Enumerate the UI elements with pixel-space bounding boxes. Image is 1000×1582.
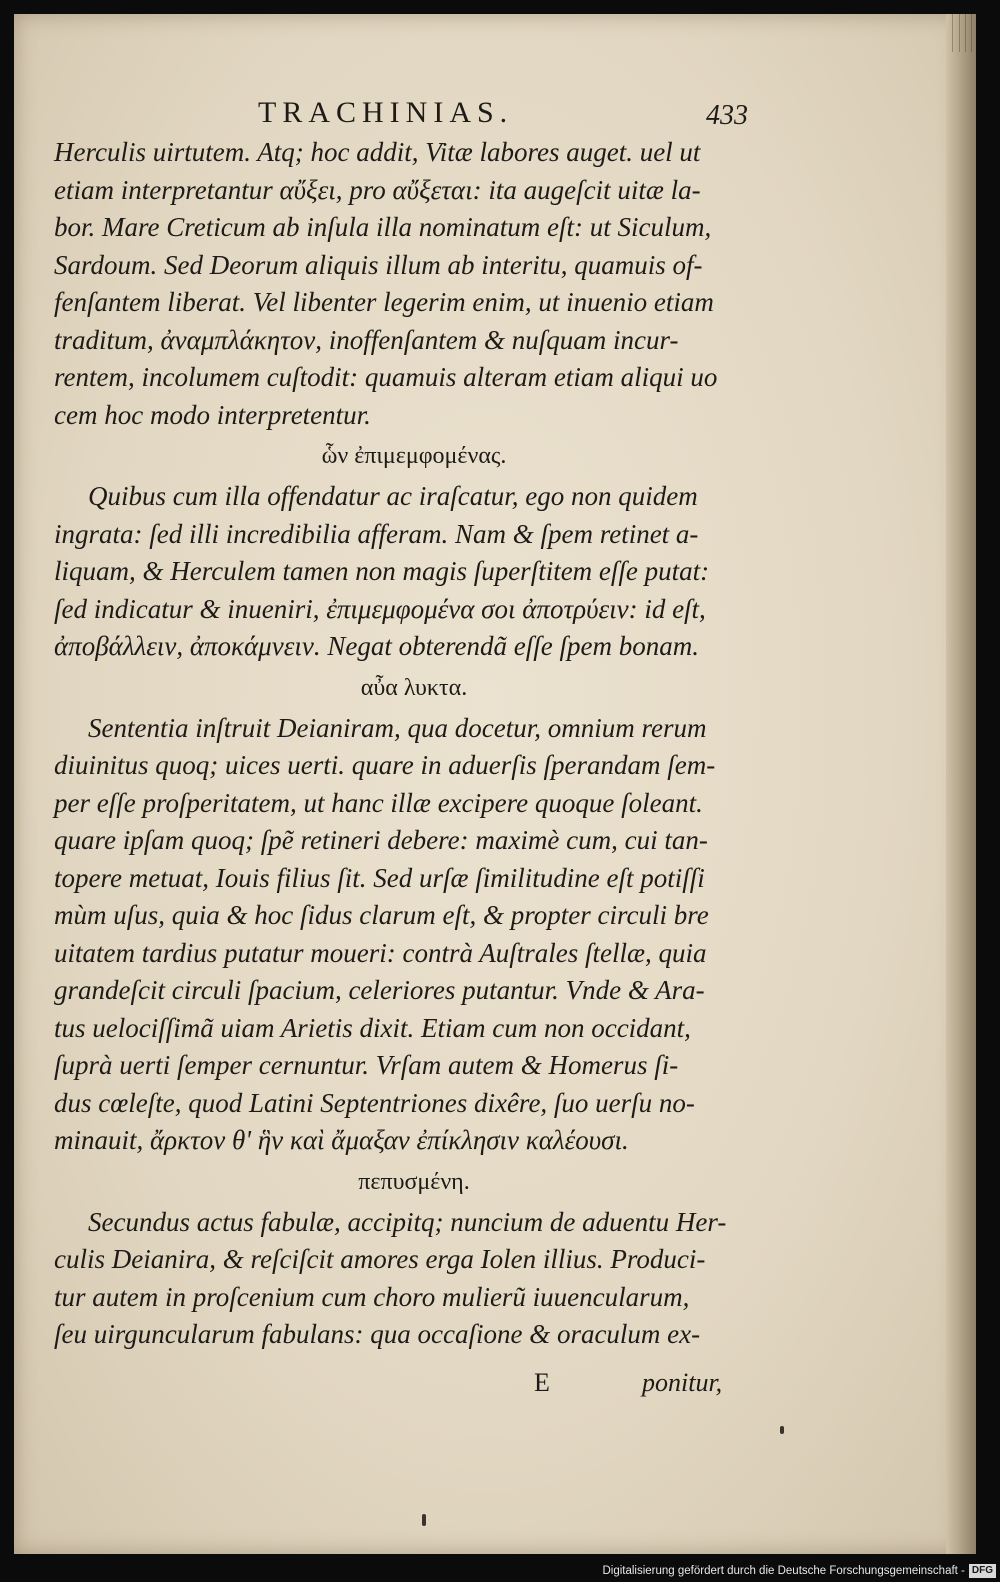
text-line: cem hoc modo interpretentur.	[54, 399, 371, 430]
ink-speck	[422, 1514, 426, 1526]
text-line: culis Deianira, & reſciſcit amores erga Iolen illius. Produci-	[54, 1244, 706, 1274]
text-line: Sententia inſtruit Deianiram, qua docetur, omnium rerum	[88, 712, 707, 743]
text-line: dus cœleſte, quod Latini Septentriones dixêre, ſuo uerſu no-	[54, 1087, 695, 1118]
text-line: ſed indicatur & inueniri, ἐπιμεμφομένα σοι ἀποτρύειν: id eſt,	[54, 593, 706, 624]
text-line: per eſſe proſperitatem, ut hanc illæ excipere quoque ſoleant.	[54, 787, 703, 818]
page-footer	[14, 1368, 960, 1404]
text-line: uitatem tardius putatur moueri: contrà Auſtrales ſtellæ, quia	[54, 937, 707, 968]
text-line: minauit, ἄρκτον θ' ἣν καὶ ἄμαξαν ἐπίκλησιν καλέουσι.	[54, 1125, 629, 1155]
text-line: rentem, incolumem cuſtodit: quamuis alteram etiam aliqui uo	[54, 362, 718, 392]
text-line: mùm uſus, quia & hoc ſidus clarum eſt, & propter circuli bre	[54, 900, 709, 930]
text-line: diuinitus quoq; uices uerti. quare in aduerſis ſperandam ſem-	[54, 750, 716, 780]
signature-mark: E	[534, 1368, 550, 1397]
text-line: ἀποβάλλειν, ἀποκάμνειν. Negat obterendã eſſe ſpem bonam.	[54, 631, 699, 661]
page-fore-edge	[946, 14, 976, 1554]
section-heading: ὧν ἐπιμεμφομένας.	[321, 443, 507, 469]
text-line: liquam, & Herculem tamen non magis ſuperſtitem eſſe putat:	[54, 556, 710, 586]
catchword: ponitur,	[642, 1368, 723, 1397]
text-line: ſuprà uerti ſemper cernuntur. Vrſam autem & Homerus ſi-	[54, 1050, 679, 1080]
text-line: ingrata: ſed illi incredibilia afferam. Nam & ſpem retinet a-	[54, 518, 699, 549]
text-line: grandeſcit circuli ſpacium, celeriores putantur. Vnde & Ara-	[54, 975, 705, 1005]
book-page	[14, 14, 960, 1554]
text-line: etiam interpretantur αὔξει, pro αὔξεται: ita augeſcit uitæ la-	[54, 174, 701, 205]
section-heading: αὖα λυκτα.	[360, 674, 468, 701]
dfg-logo: DFG	[969, 1564, 996, 1578]
text-line: Quibus cum illa offendatur ac iraſcatur, ego non quidem	[88, 481, 698, 511]
body-text	[54, 134, 774, 1354]
text-line: Sardoum. Sed Deorum aliquis illum ab interitu, quamuis of-	[54, 249, 703, 280]
text-line: Herculis uirtutem. Atq; hoc addit, Vitæ labores auget. uel ut	[54, 137, 701, 167]
text-line: ſeu uirguncularum fabulans: qua occaſione & oraculum ex-	[54, 1319, 701, 1349]
page-header	[14, 92, 960, 132]
text-line: topere metuat, Iouis filius ſit. Sed urſæ ſimilitudine eſt potiſſi	[54, 862, 705, 893]
text-line: fenſantem liberat. Vel libenter legerim enim, ut inuenio etiam	[54, 287, 714, 317]
text-line: tur autem in proſcenium cum choro mulierũ iuuencularum,	[54, 1281, 690, 1312]
credit-text: Digitalisierung gefördert durch die Deutsche Forschungsgemeinschaft -	[602, 1565, 965, 1577]
page-number: 433	[706, 100, 748, 131]
section-heading: πεπυσμένη.	[358, 1168, 470, 1195]
digitization-credit	[602, 1560, 996, 1582]
text-line: tus uelociſſimã uiam Arietis dixit. Etiam cum non occidant,	[54, 1012, 691, 1043]
running-title: TRACHINIAS.	[258, 96, 514, 129]
text-line: Secundus actus fabulæ, accipitq; nuncium de aduentu Her-	[88, 1206, 727, 1237]
ink-speck	[780, 1426, 784, 1434]
text-line: bor. Mare Creticum ab inſula illa nominatum eſt: ut Siculum,	[54, 212, 712, 242]
text-line: quare ipſam quoq; ſpẽ retineri debere: maximè cum, cui tan-	[54, 825, 708, 855]
text-line: traditum, ἀναμπλάκητον, inoffenſantem & nuſquam incur-	[54, 324, 679, 355]
